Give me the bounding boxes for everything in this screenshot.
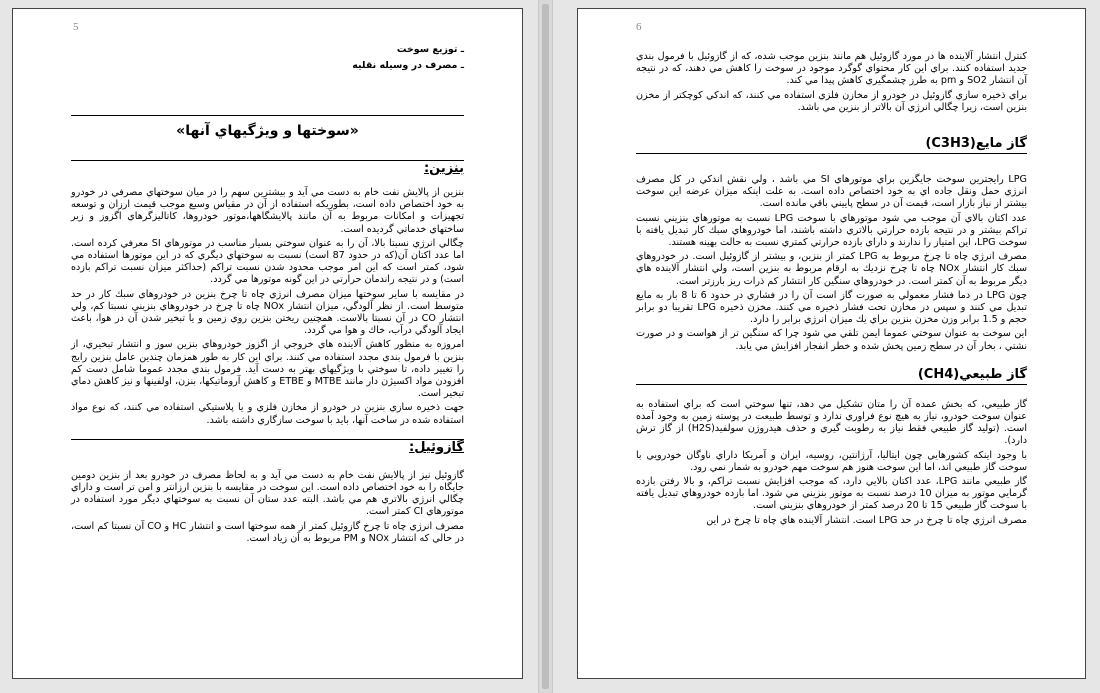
paragraph: عدد اكتان بالاي آن موجب مي شود موتورهاي با سوخت LPG نسبت به موتورهاي بنزيني نسبت تراكم بيشتر و در نتيجه بازده حرارتي بالاتري داشته باشند، اما خودروهاي سبك كار تبديل يافته با سوخت LPG، اين امتياز را ندارند و داراي بازده حرارتي كمتري نسبت به حالت بهينه هستند. xyxy=(636,212,1027,249)
paragraph: بنزين از پالايش نفت خام به دست مي آيد و بيشترين سهم را در ميان سوختهاي مصرفي در خودرو به خود اختصاص داده است، بطوريكه استفاده از آن در مقياس وسيع موجب قيمت ارزان و توسعه تجهيزات و امكانات مربوط به آن مانند پالايشگاهها،موتور خودروها، كاتاليزگرهاي اگزوز و زير ساختهاي خدماتي گرديده است. xyxy=(71,187,464,235)
paragraph: مصرف انرژي چاه تا چرخ در حد LPG است. انتشار آلاينده هاي چاه تا چرخ در اين xyxy=(706,514,1027,526)
vertical-scrollbar[interactable] xyxy=(538,0,553,693)
paragraph: براي ذخيره سازي گازوئيل در خودرو از مخازن فلزي استفاده مي كنند، كه اندكي كوچكتر از مخزن بنزين است، زيرا چگالي انرژي آن بالاتر از بنزين مي باشد. xyxy=(636,89,1027,113)
paragraph: چگالي انرژي نسبتا بالا، آن را به عنوان سوختي بسيار مناسب در موتورهاي SI معرفي كرده است. اما عدد اكتان آن(كه در حدود 87 است) نسبت به سوختهاي ديگري كه در اين موتورها استفاده مي شود، كمتر است كه اين امر موجب محدود شدن نسبت تراكم (حداكثر ميزان نسبت تراكم بازده است) و در نتيجه راندمان حرارتي در اين گونه موتورها مي گردد. xyxy=(71,237,464,286)
document-page-left xyxy=(12,8,523,679)
paragraph: گازوئيل نيز از پالايش نفت خام به دست مي آيد و به لحاظ مصرف در خودرو بعد از بنزين دومين جايگاه را به خود اختصاص داده است. اين سوخت در مقايسه با بنزين ارزانتر و امن تر است و داراي چگالي انرژي بالاتري هم مي باشد. البته عدد ستان آن نسبت به سوختهاي ديگر مورد استفاده در موتورهاي CI كمتر است. xyxy=(71,469,464,518)
paragraph: LPG رايجترين سوخت جايگزين براي موتورهاي SI مي باشد ، ولي نقش اندكي در كل مصرف انرژي حمل ونقل جاده اي به خود اختصاص داده است. به علت اينكه ميزان عرضه اين سوخت بيشتر از نياز بازار است، قيمت آن در سطح پاييني باقي مانده است. xyxy=(636,174,1027,210)
paragraph: مصرف انرژي چاه تا چرخ گازوئيل كمتر از همه سوختها است و انتشار HC و CO آن نسبتا كم است، در حالي كه انتشار NOx و PM مربوط به آن زياد است. xyxy=(71,520,464,544)
bullet-item: ـ مصرف در وسيله نقليه xyxy=(352,60,464,71)
paragraph: چون LPG در دما فشار معمولي به صورت گاز است آن را در فشاري در حدود 6 تا 8 بار به مايع تبديل مي كنند و سپس در مخازن تحت فشار ذخيره مي كنند. مخزن ذخيره LPG تقريبا دو برابر حجم و 1.5 برابر وزن مخزن بنزين براي يك ميزان انرژي برابر را دارد. xyxy=(636,289,1028,326)
document-page-right xyxy=(577,8,1086,679)
paragraph: گاز طبيعي، كه بخش عمده آن را متان تشكيل مي دهد، تنها سوختي است كه براي استفاده به عنوان سوخت خودرو، نياز به هيچ نوع فراوري ندارد و توسط طبيعت در پوسته زمين به وجود آمده است. (توليد گاز طبيعي فقط نياز به رطوبت گيري و حذف هيدروژن سولفيد(H2S) از گاز ترش دارد). xyxy=(636,398,1027,447)
bullet-item: ـ توزيع سوخت xyxy=(396,44,464,55)
heading-cng: گاز طبيعي(CH4) xyxy=(636,367,1027,385)
section-title: «سوختها و ويژگيهاي آنها» xyxy=(176,123,359,139)
page-number: 6 xyxy=(636,21,642,33)
paragraph: امروزه به منظور كاهش آلاينده هاي خروجي از اگزوز خودروهاي بنزين سوز و انتشار تبخيري، از بنزين با فرمول بندي مجدد استفاده مي كنند. براي اين كار به طور همزمان چندين عامل بنزين رايج را تغيير داده، تا سوختي با ويژگيهاي بهتر به دست آيد. فرمول بندي مجدد عموما شامل دست كم افزودن مواد اكسيژن دار مانند MTBE و ETBE و كاهش آروماتيكها، بنزن، اولفينها و نيز كاهش دماي تبخير است. xyxy=(71,339,464,400)
heading-gasoil: گازوئيل: xyxy=(409,439,464,455)
page-content xyxy=(636,43,1027,529)
paragraph: جهت ذخيره سازي بنزين در خودرو از مخازن فلزي و يا پلاستيكي استفاده مي كنند، كه نوع مواد استفاده شده در ساخت آنها، بايد با سوخت سازگاري داشته باشد. xyxy=(71,402,464,426)
heading-lpg: گاز مايع(C3H3) xyxy=(636,136,1027,154)
paragraph: اين سوخت به عنوان سوختي عموما ايمن تلقي مي شود چرا كه سنگين تر از هواست و در صورت نشتي ، بخار آن در سطح زمين پخش شده و خطر انفجار افزايش مي يابد. xyxy=(636,328,1027,352)
paragraph: با وجود اينكه كشورهايي چون ايتاليا، آرژانتين، روسيه، ايران و آمريكا داراي ناوگان خودرويي با سوخت گاز طبيعي اند، اما اين سوخت هنوز هم سوخت مهم خودرو به شمار نمي رود. xyxy=(636,449,1027,473)
heading-benzin: بنزين: xyxy=(423,161,464,176)
paragraph: گاز طبيعي مانند LPG، عدد اكتان بالايي دارد، كه موجب افزايش نسبت تراكم، و بالا رفتن بازده گرمايي موتور به ميزان 10 درصد نسبت به موتور بنزيني مي شود. اما بازده خودروهاي تبديل يافته با سوخت گاز طبيعي 15 تا 20 درصد كمتر از خودروهاي بنزيني است. xyxy=(636,476,1027,512)
scrollbar-thumb[interactable] xyxy=(542,4,549,689)
paragraph: مصرف انرژي چاه تا چرخ مربوط به LPG كمتر از بنزين، و بيشتر از گازوئيل است. در خودروهاي سبك كار انتشار NOx چاه تا چرخ نزديك به ارقام مربوط به بنزين است، ولي انتشار آلاينده هاي ديگر مربوط به آن كمتر است. در خودروهاي سنگين كار انتشار كم ذرات ريز بارزتر است. xyxy=(636,251,1028,287)
paragraph: كنترل انتشار آلاينده ها در مورد گازوئيل هم مانند بنزين موجب شده، كه از گازوئيل با فرمول بندي جديد استفاده كنند. براي اين كار محتواي گوگرد موجود در سوخت را كاهش مي دهند، كه در نتيجه آن انتشار SO2 و pm به طرز چشمگيري كاهش پيدا مي كند. xyxy=(636,51,1027,87)
paragraph: در مقايسه با ساير سوختها ميزان مصرف انرژي چاه تا چرخ بنزين در خودروهاي سبك كار در حد متوسط است. از نظر آلودگي، ميزان انتشار NOx چاه تا چرخ در خودروهاي بنزيني نسبتا كم، ولي انتشار CO در آن نسبتا بالاست. همچنين ريختن بنزين روي زمين و يا تبخير شدن آن در هوا، باعث ايجاد آلودگي درآب، خاك و هوا مي گردد. xyxy=(71,288,464,337)
divider xyxy=(71,115,464,116)
page-content xyxy=(71,43,464,547)
page-number: 5 xyxy=(73,21,79,33)
